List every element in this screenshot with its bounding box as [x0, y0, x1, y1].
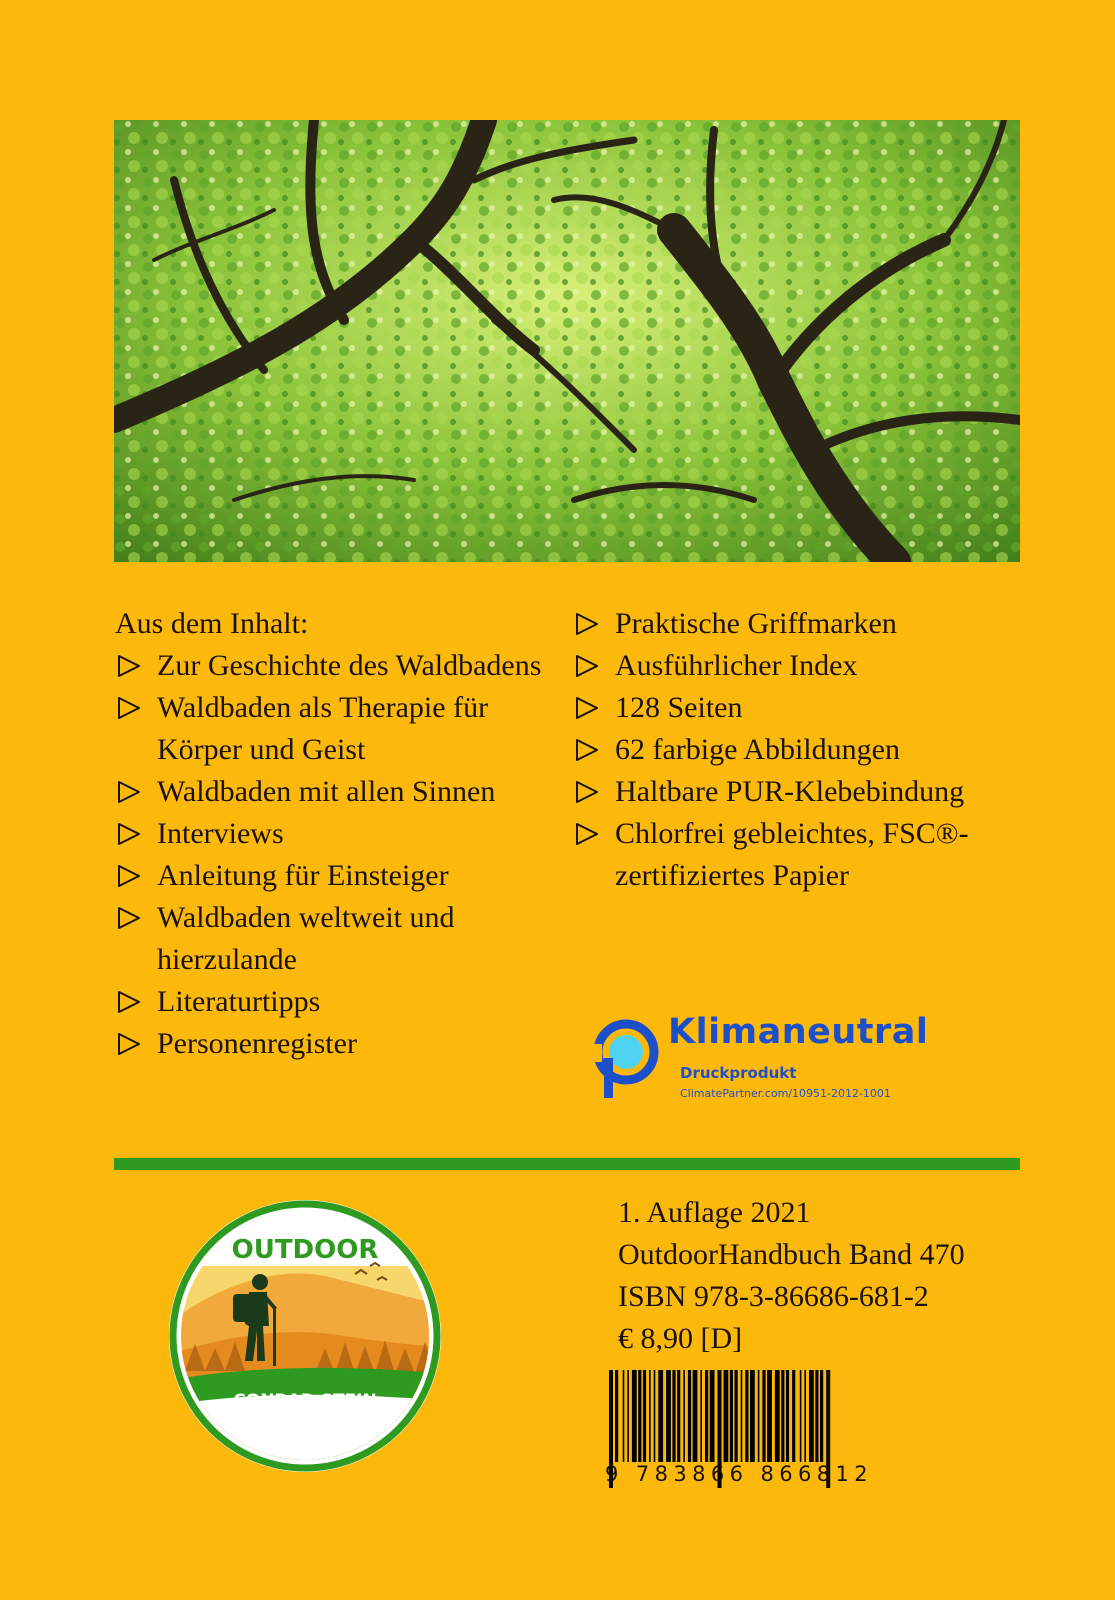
barcode-bar — [654, 1370, 656, 1462]
edition: 1. Auflage 2021 — [618, 1196, 811, 1229]
features-item-text: Praktische Griffmarken — [615, 607, 897, 640]
contents-item-text: Zur Geschichte des Waldbadens — [157, 649, 542, 682]
outdoor-publisher-badge — [165, 1196, 445, 1476]
barcode-bar — [710, 1370, 715, 1462]
barcode-bar — [792, 1370, 795, 1462]
badge-line2: VERLAG — [267, 1413, 343, 1433]
barcode-bar — [700, 1370, 702, 1462]
tree-canopy-photo — [114, 120, 1020, 562]
triangle-bullet-icon — [117, 1032, 141, 1056]
contents-item — [115, 771, 555, 813]
climate-url: ClimatePartner.com/10951-2012-1001 — [680, 1087, 891, 1100]
barcode-bar — [724, 1370, 729, 1462]
barcode-bar — [643, 1370, 646, 1462]
barcode-bar — [627, 1370, 629, 1462]
barcode-bar — [693, 1370, 698, 1462]
contents-item — [115, 897, 555, 981]
contents-item-text: Personenregister — [157, 1027, 357, 1060]
contents-item — [115, 855, 555, 897]
climate-neutral-logo — [588, 1010, 988, 1110]
triangle-bullet-icon — [117, 864, 141, 888]
triangle-bullet-icon — [117, 780, 141, 804]
features-item-text: Haltbare PUR-Klebebindung — [615, 775, 965, 808]
barcode-bar — [786, 1370, 789, 1462]
triangle-bullet-icon — [117, 990, 141, 1014]
barcode-bar — [815, 1370, 818, 1462]
series: OutdoorHandbuch Band 470 — [618, 1238, 965, 1271]
features-right-column — [573, 603, 1013, 897]
contents-item-text: Anleitung für Einsteiger — [157, 859, 449, 892]
barcode-bar — [658, 1370, 663, 1462]
features-item — [573, 771, 1013, 813]
contents-heading: Aus dem Inhalt: — [115, 607, 309, 640]
contents-item — [115, 1023, 555, 1065]
barcode-bar — [672, 1370, 675, 1462]
climate-title: Klimaneutral — [668, 1012, 929, 1052]
triangle-bullet-icon — [575, 612, 599, 636]
contents-item-text: Waldbaden als Therapie für Körper und Geist — [157, 691, 489, 766]
barcode-bar — [809, 1370, 814, 1462]
barcode-bar — [804, 1370, 806, 1462]
contents-item — [115, 813, 555, 855]
barcode-bar — [638, 1370, 641, 1462]
contents-item — [115, 981, 555, 1023]
barcode-bar — [820, 1370, 823, 1462]
triangle-bullet-icon — [575, 696, 599, 720]
barcode-bar — [615, 1370, 618, 1462]
barcode-bar — [741, 1370, 743, 1462]
climatepartner-logo-icon — [588, 1014, 662, 1100]
barcode-bar — [762, 1370, 765, 1462]
triangle-bullet-icon — [117, 696, 141, 720]
barcode-digits: 9 783866 866812 — [605, 1462, 874, 1486]
triangle-bullet-icon — [575, 654, 599, 678]
badge-line1: CONRAD STEIN — [233, 1391, 377, 1411]
publication-info — [618, 1192, 965, 1360]
contents-item-text: Literaturtipps — [157, 985, 321, 1018]
contents-left-column — [115, 603, 555, 1065]
barcode-bar — [705, 1370, 708, 1462]
features-item-text: 128 Seiten — [615, 691, 743, 724]
triangle-bullet-icon — [117, 906, 141, 930]
isbn: ISBN 978-3-86686-681-2 — [618, 1280, 929, 1313]
barcode-bar — [800, 1370, 802, 1462]
contents-item-text: Interviews — [157, 817, 284, 850]
features-item — [573, 603, 1013, 645]
features-list — [573, 603, 1013, 897]
barcode-bar — [775, 1370, 780, 1462]
features-item — [573, 729, 1013, 771]
barcode-bar — [750, 1370, 755, 1462]
barcode-bar — [666, 1370, 671, 1462]
barcode-bar — [781, 1370, 784, 1462]
features-item-text: Ausführlicher Index — [615, 649, 858, 682]
barcode-bar — [730, 1370, 733, 1462]
triangle-bullet-icon — [575, 822, 599, 846]
triangle-bullet-icon — [575, 738, 599, 762]
price: € 8,90 [D] — [618, 1322, 743, 1355]
features-item-text: Chlorfrei gebleichtes, FSC®-zertifiziertes Papier — [615, 817, 969, 892]
green-divider — [114, 1158, 1020, 1170]
features-item — [573, 813, 1013, 897]
barcode-bar — [623, 1370, 625, 1462]
contents-list — [115, 645, 555, 1065]
features-item — [573, 645, 1013, 687]
triangle-bullet-icon — [117, 654, 141, 678]
barcode-bar — [688, 1370, 691, 1462]
badge-top-text: OUTDOOR — [231, 1235, 379, 1265]
barcode-bar — [767, 1370, 772, 1462]
contents-item-text: Waldbaden weltweit und hierzulande — [157, 901, 455, 976]
barcode-bar — [745, 1370, 748, 1462]
contents-item — [115, 645, 555, 687]
contents-item-text: Waldbaden mit allen Sinnen — [157, 775, 496, 808]
features-item — [573, 687, 1013, 729]
features-item-text: 62 farbige Abbildungen — [615, 733, 900, 766]
triangle-bullet-icon — [117, 822, 141, 846]
barcode-bar — [683, 1370, 685, 1462]
contents-item — [115, 687, 555, 771]
climate-subtitle: Druckprodukt — [680, 1064, 797, 1082]
triangle-bullet-icon — [575, 780, 599, 804]
barcode-bar — [758, 1370, 760, 1462]
barcode-bar — [735, 1370, 738, 1462]
barcode-bar — [632, 1370, 637, 1462]
barcode-bar — [677, 1370, 680, 1462]
barcode-bar — [649, 1370, 651, 1462]
